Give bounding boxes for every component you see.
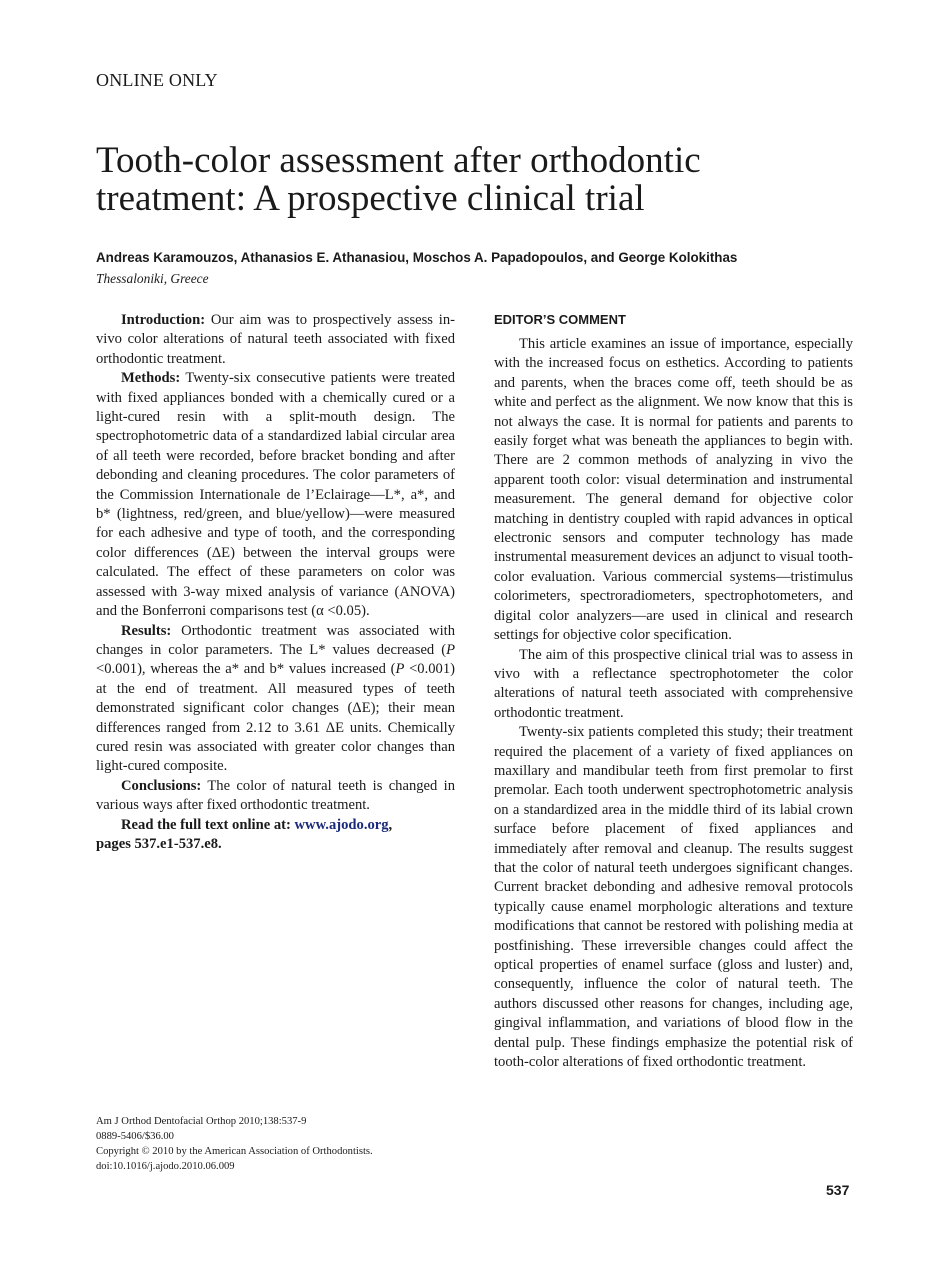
affiliation: Thessaloniki, Greece bbox=[96, 271, 209, 286]
ajodo-link[interactable]: www.ajodo.org bbox=[294, 816, 389, 833]
page-number: 537 bbox=[826, 1182, 850, 1198]
editors-comment-paragraph: This article examines an issue of importance, especially with the increased focus on esthetics. According to patients and parents, when the braces come off, teeth should be as white and perfect as the alignment. We now know that this is not always the case. It is normal for patients and parents to easily forget what was beneath the appliances to begin with. There are 2 common methods of analyzing in vivo the apparent tooth color: visual determination and instrumental measurement. The general demand for objective color matching in dentistry coupled with rapid advances in optical electronic sensors and computer technology has made instrumental measurement devices an adjunct to visual tooth-color evaluation. Various commercial systems—tristimulus colorimeters, spectroradiometers, spectrophotometers, and digital color analyzers—are used in clinical and research settings for objective color specification. bbox=[494, 336, 853, 644]
read-pages: pages 537.e1-537.e8. bbox=[96, 835, 222, 852]
abstract bbox=[96, 311, 455, 854]
title-line-2: treatment: A prospective clinical trial bbox=[96, 178, 645, 219]
copyright: Copyright © 2010 by the American Association of Orthodontists. bbox=[96, 1146, 373, 1157]
editors-comment bbox=[494, 311, 853, 1072]
section-label: ONLINE ONLY bbox=[96, 70, 218, 90]
read-suffix: , bbox=[388, 816, 393, 833]
doi: doi:10.1016/j.ajodo.2010.06.009 bbox=[96, 1161, 235, 1172]
results-text-1: Orthodontic treatment was associated with changes in color parameters. The L* values decreased ( bbox=[96, 622, 455, 658]
introduction-label: Introduction: bbox=[121, 312, 206, 328]
conclusions-label: Conclusions: bbox=[121, 777, 202, 794]
article-title bbox=[96, 142, 856, 218]
abstract-introduction bbox=[96, 311, 455, 369]
results-label: Results: bbox=[121, 622, 172, 639]
methods-text: Twenty-six consecutive patients were treated with fixed appliances bonded with a chemically cured or a light-cured resin with a split-mouth design. The spectrophotometric data of a standardized labial circular area of all teeth were recorded, before bracket bonding and after debonding and cleaning procedures. The color parameters of the Commission Internationale de l’Eclairage—L*, a*, and b* (lightness, red/green, and blue/yellow)—were measured for each adhesive and type of tooth, and the corresponding color differences (ΔE) between the interval groups were calculated. The effect of these parameters on color was assessed with 3-way mixed analysis of variance (ANOVA) and the Bonferroni comparisons test (α <0.05). bbox=[96, 370, 455, 620]
editors-comment-paragraph: The aim of this prospective clinical trial was to assess in vivo with a reflectance spectrophotometer the color alterations of natural teeth associated with comprehensive orthodontic treatment. bbox=[494, 646, 853, 721]
introduction-text: Our aim was to prospectively assess in-vivo color alterations of natural teeth associated with fixed orthodontic treatment. bbox=[96, 312, 455, 367]
results-text-3: <0.001) at the end of treatment. All measured types of teeth demonstrated significant color changes (ΔE); their mean differences ranged from 2.12 to 3.61 ΔE units. Chemically cured resin was associated with greater color changes than light-cured composite. bbox=[96, 661, 455, 775]
read-prefix: Read the full text online at: bbox=[121, 816, 295, 833]
conclusions-text: The color of natural teeth is changed in various ways after fixed orthodontic treatment. bbox=[96, 777, 455, 814]
methods-label: Methods: bbox=[121, 370, 181, 387]
abstract-conclusions bbox=[96, 777, 455, 816]
title-line-1: Tooth-color assessment after orthodontic bbox=[96, 140, 701, 181]
editors-comment-paragraph: Twenty-six patients completed this study; their treatment required the placement of a variety of fixed appliances on maxillary and mandibular teeth from first premolar to first premolar. Each tooth underwent spectrophotometric analysis on a standardized area in the middle third of its labial crown surface before placement of fixed appliances and immediately after removal and cleanup. The results suggest that the color of natural teeth undergoes significant changes. Current bracket debonding and adhesive removal protocols typically cause enamel morphologic alterations and texture modifications that cannot be restored with polishing media at postfinishing. These irreversible changes could affect the optical properties of enamel surface (gloss and luster) and, consequently, influence the color of natural teeth. The authors discussed other reasons for changes, including age, gingival inflammation, and variations of blood flow in the dental pulp. These findings emphasize the potential risk of tooth-color alterations of fixed orthodontic treatment. bbox=[494, 724, 853, 1071]
authors: Andreas Karamouzos, Athanasios E. Athanasiou, Moschos A. Papadopoulos, and George Kolokithas bbox=[96, 250, 738, 265]
journal-citation: Am J Orthod Dentofacial Orthop 2010;138:537-9 bbox=[96, 1116, 307, 1127]
p-value-symbol: P bbox=[395, 661, 405, 678]
abstract-results bbox=[96, 622, 455, 777]
results-text-2: <0.001), whereas the a* and b* values increased ( bbox=[96, 661, 396, 678]
editors-comment-heading: EDITOR’S COMMENT bbox=[494, 312, 626, 327]
abstract-methods bbox=[96, 369, 455, 621]
citation-block bbox=[96, 1114, 373, 1174]
p-value-symbol: P bbox=[446, 641, 455, 658]
issn: 0889-5406/$36.00 bbox=[96, 1131, 174, 1142]
read-full-text bbox=[96, 816, 455, 835]
